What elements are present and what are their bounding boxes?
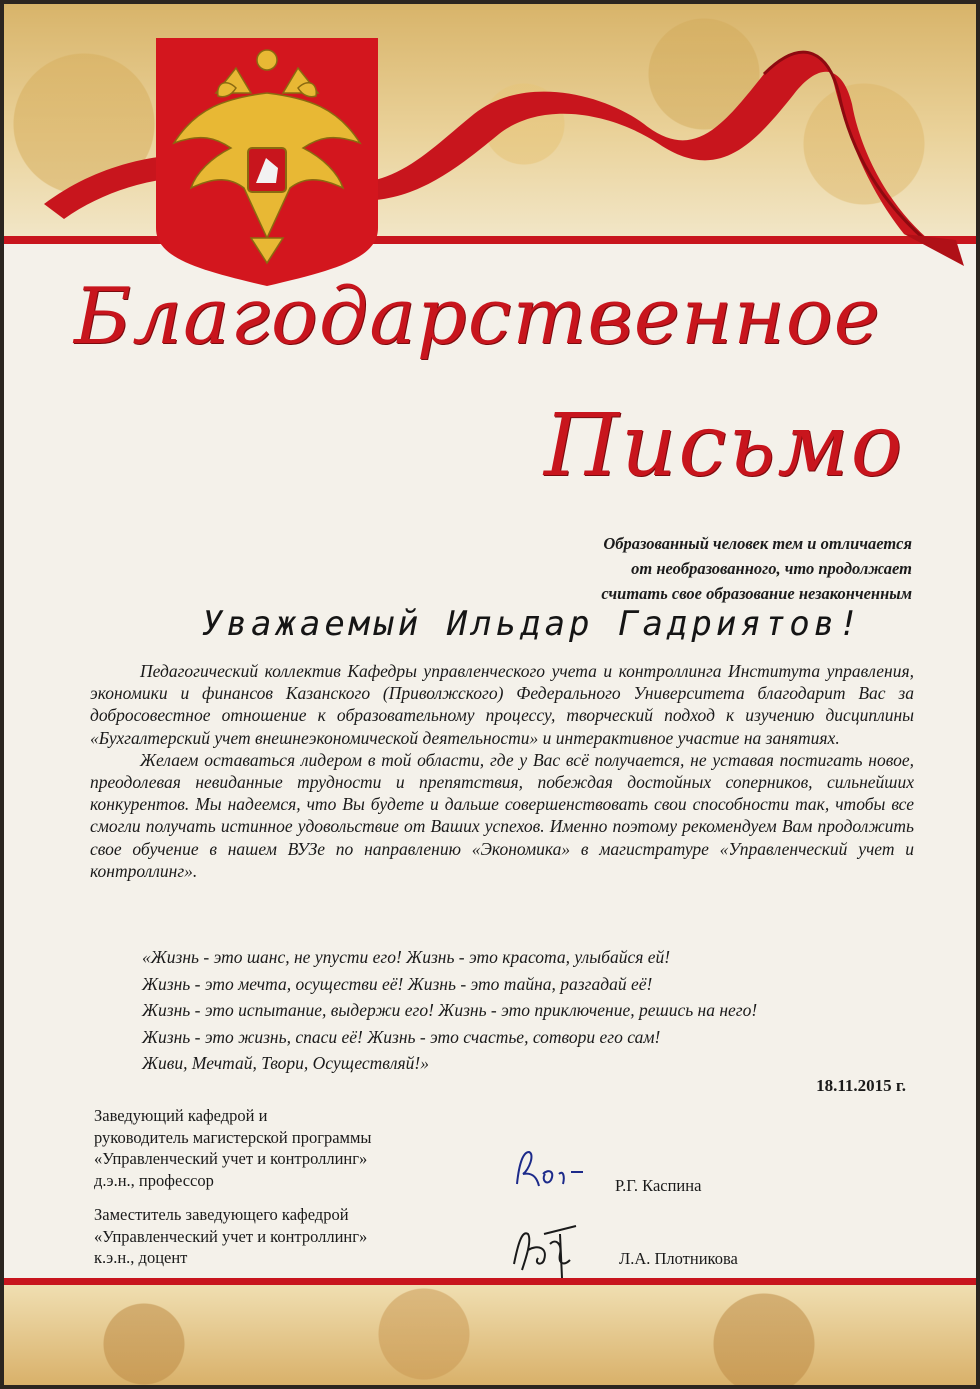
epigraph-line: от необразованного, что продолжает	[631, 559, 912, 578]
body-paragraph: Педагогический коллектив Кафедры управленческого учета и контроллинга Института управления, экономики и финансов Казанского (Приволжского) Федерального Университета благодарит Вас за добросовестное отношение к образовательному процессу, творческий подход к изучению дисциплины «Бухгалтерский учет внешнеэкономической деятельности» и интерактивное участие на занятиях.	[90, 661, 914, 748]
signatory-position-2	[94, 1204, 474, 1269]
quote-line: Живи, Мечтай, Твори, Осуществляй!»	[142, 1053, 429, 1073]
position-line: к.э.н., доцент	[94, 1248, 188, 1267]
signature-2-icon	[504, 1214, 584, 1284]
position-line: руководитель магистерской программы	[94, 1127, 372, 1147]
position-line: «Управленческий учет и контроллинг»	[94, 1149, 368, 1168]
position-line: д.э.н., профессор	[94, 1170, 214, 1190]
letter-body	[90, 660, 914, 882]
epigraph-line: Образованный человек тем и отличается	[603, 534, 912, 553]
epigraph	[492, 531, 912, 606]
body-paragraph: Желаем оставаться лидером в той области, где у Вас всё получается, не уставая постигать новое, преодолевая невиданные трудности и препятствия, побеждая достойных соперников, сильнейших конкурентов. Мы надеемся, что Вы будете и дальше совершенствовать свои способности так, чтобы все смогли получать истинное удовольствие от Ваших успехов. Именно поэтому рекомендуем Вам продолжить свое обучение в нашем ВУЗе по направлению «Экономика» в магистратуре «Управленческий учет и контроллинг».	[90, 749, 914, 881]
signatory-name-2: Л.А. Плотникова	[619, 1249, 738, 1268]
bottom-red-band	[4, 1278, 976, 1285]
certificate-page	[4, 4, 976, 1385]
red-ribbon-icon	[4, 4, 976, 304]
position-line: Заведующий кафедрой и	[94, 1106, 268, 1125]
handwritten-greeting: Уважаемый Ильдар Гадриятов!	[202, 604, 863, 644]
life-quote	[142, 944, 902, 1077]
epigraph-line: считать свое образование незаконченным	[601, 584, 912, 603]
position-line: Заместитель заведующего кафедрой	[94, 1205, 349, 1224]
quote-line: «Жизнь - это шанс, не упусти его! Жизнь - это красота, улыбайся ей!	[142, 947, 671, 967]
signature-1-icon	[509, 1144, 589, 1194]
quote-line: Жизнь - это мечта, осуществи её! Жизнь - это тайна, разгадай её!	[142, 973, 653, 994]
letter-title-line1: Благодарственное	[74, 272, 881, 362]
quote-line: Жизнь - это испытание, выдержи его! Жизнь - это приключение, решись на него!	[142, 1000, 758, 1020]
letter-title-line2: Письмо	[544, 396, 905, 496]
bottom-floral-ornament	[4, 1284, 976, 1385]
signatory-name-1: Р.Г. Каспина	[615, 1176, 702, 1195]
coat-of-arms-emblem-icon	[156, 38, 378, 286]
position-line: «Управленческий учет и контроллинг»	[94, 1226, 368, 1246]
quote-line: Жизнь - это жизнь, спаси её! Жизнь - это счастье, сотвори его сам!	[142, 1026, 661, 1047]
signatory-position-1	[94, 1105, 474, 1191]
letter-date: 18.11.2015 г.	[816, 1076, 906, 1095]
